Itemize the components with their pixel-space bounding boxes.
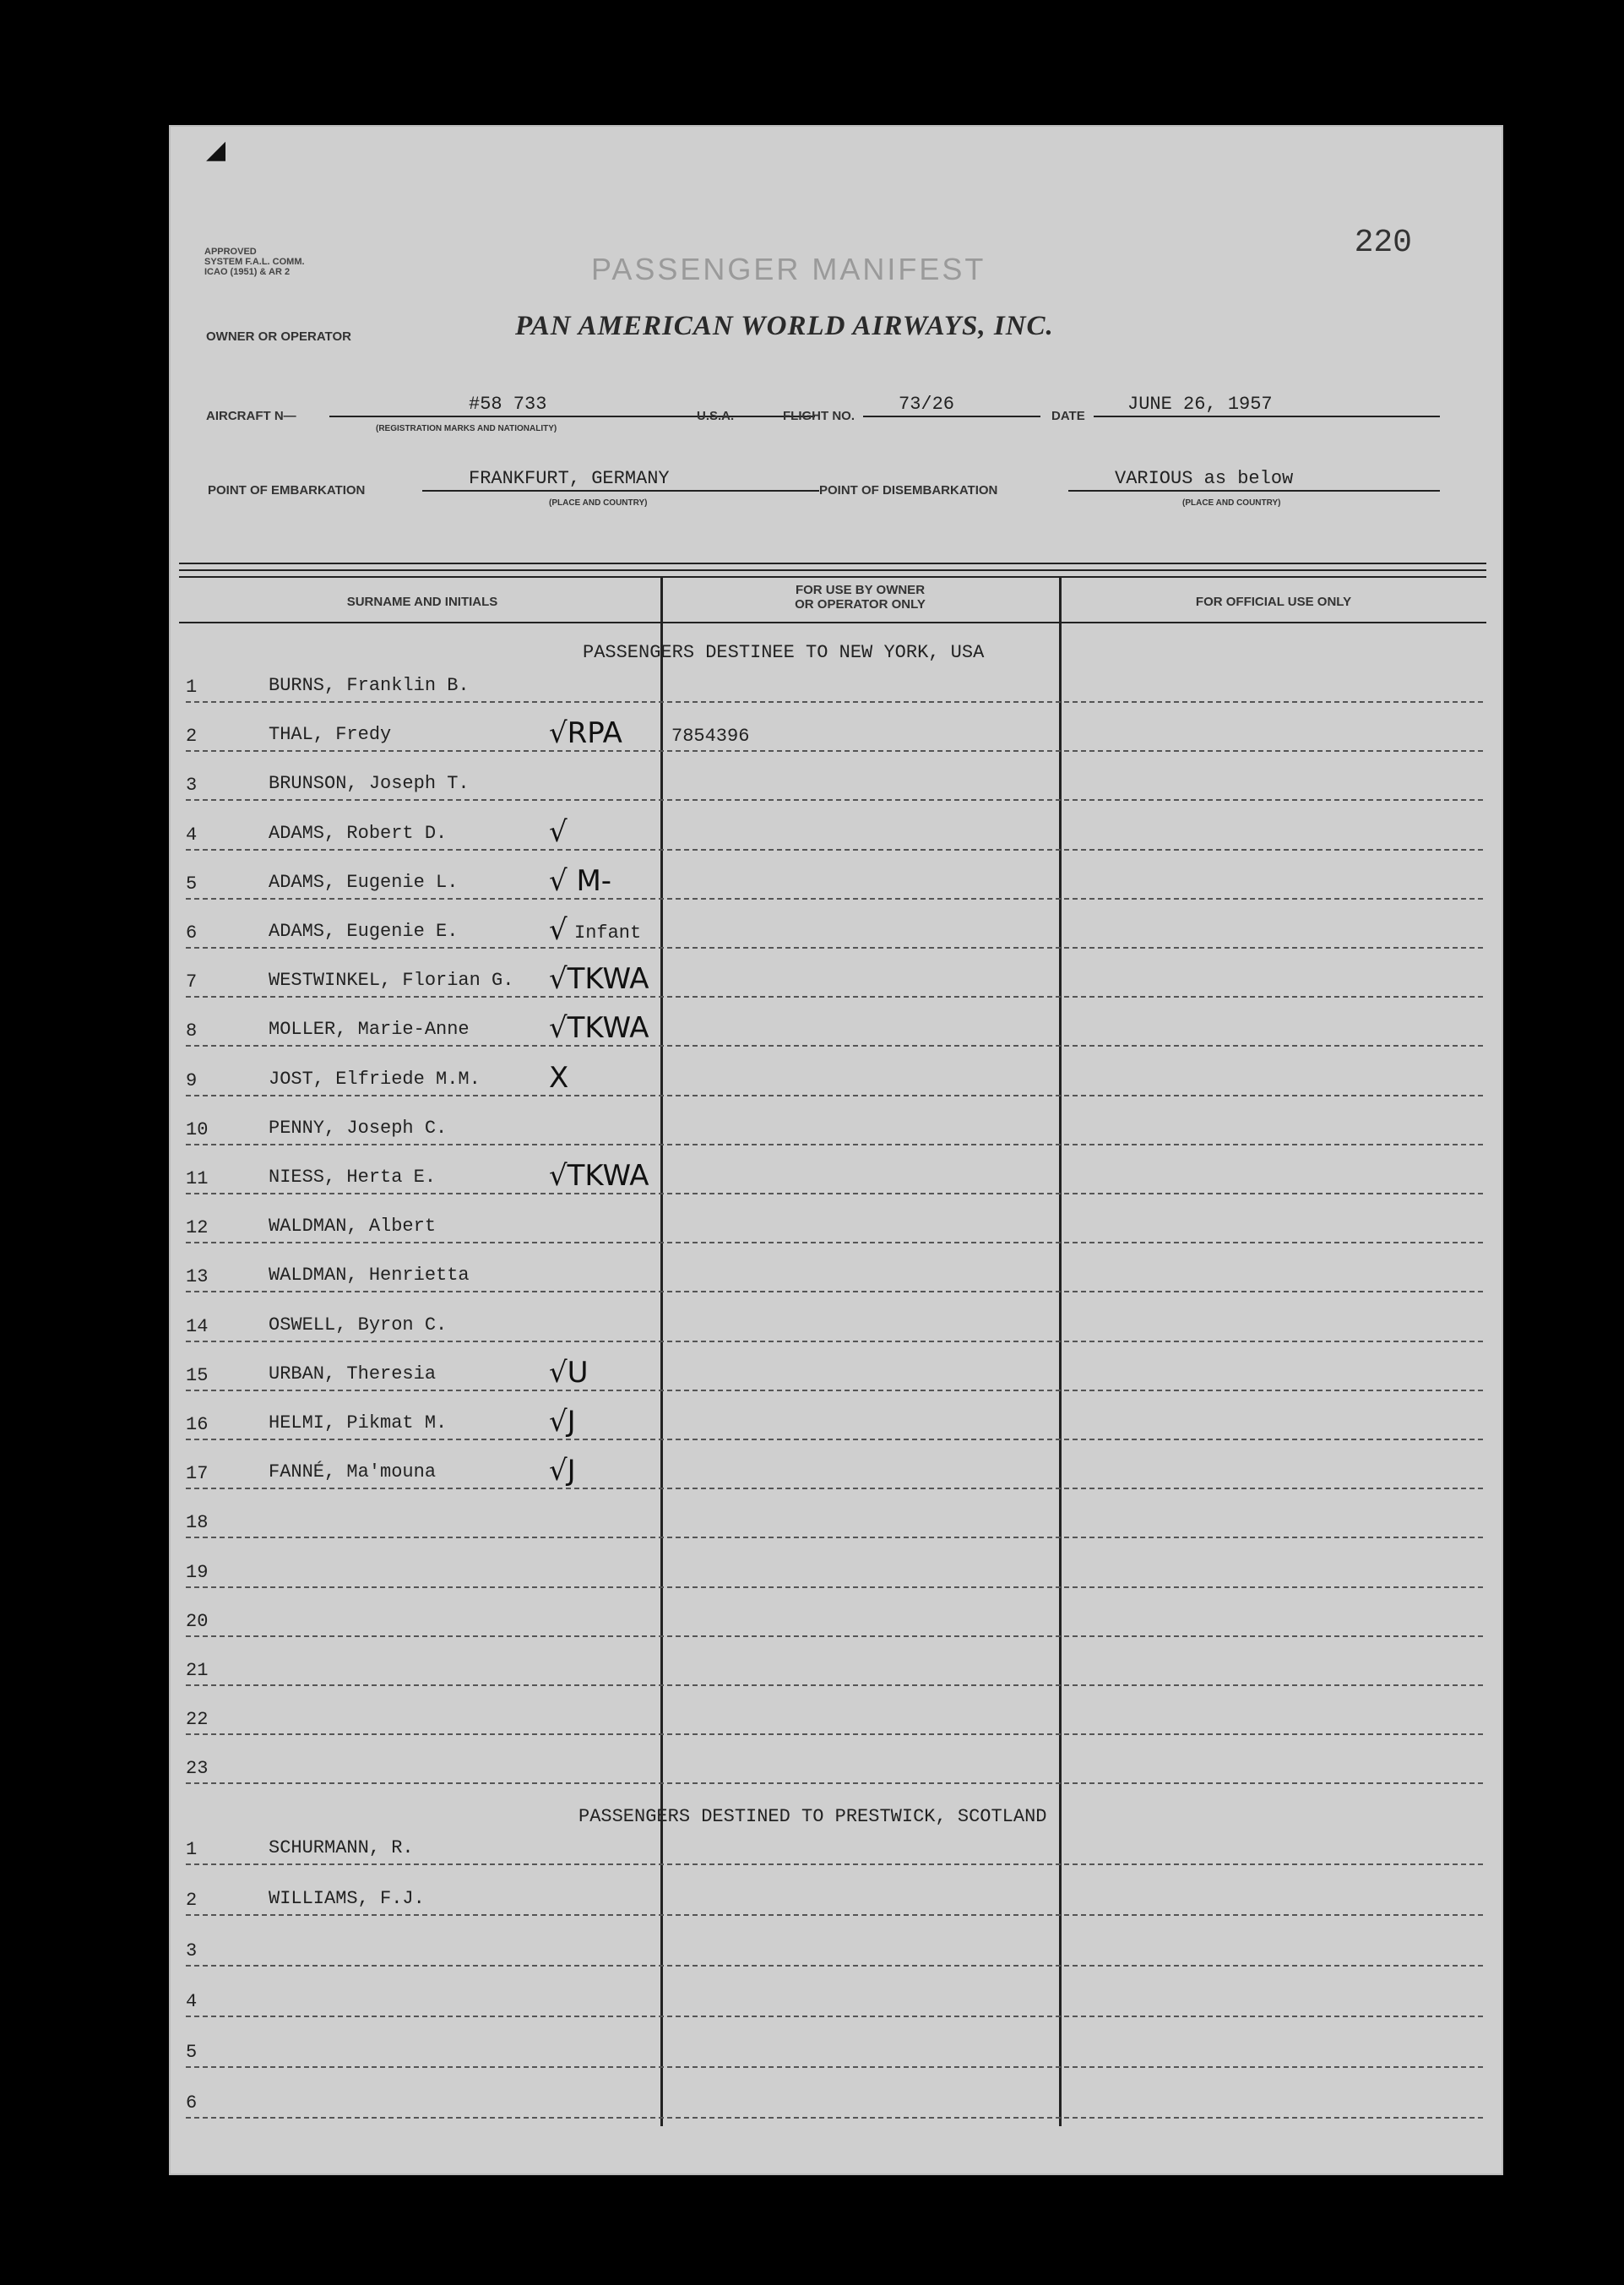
passenger-name: MOLLER, Marie-Anne: [269, 1019, 470, 1041]
table-row: [186, 1440, 1483, 1489]
table-top-rule-2: [179, 569, 1486, 571]
passenger-name: BURNS, Franklin B.: [269, 675, 470, 696]
row-number: 21: [186, 1660, 209, 1681]
owner-use-line-2: OR OPERATOR ONLY: [795, 597, 926, 612]
row-number: 3: [186, 1940, 198, 1961]
table-row: [186, 1194, 1483, 1243]
embarkation-value: FRANKFURT, GERMANY: [469, 468, 670, 489]
passenger-name: HELMI, Pikmat M.: [269, 1412, 448, 1434]
table-top-rule-3: [179, 576, 1486, 578]
row-number: 6: [186, 2092, 198, 2114]
table-row: [186, 1243, 1483, 1292]
table-row: [186, 654, 1483, 703]
handwritten-mark: √TKWA: [549, 962, 649, 997]
table-row: [186, 1539, 1483, 1588]
row-number: 23: [186, 1758, 209, 1780]
column-header-official: FOR OFFICIAL USE ONLY: [1195, 595, 1352, 609]
handwritten-mark: √TKWA: [549, 1011, 649, 1046]
handwritten-mark: √: [549, 814, 568, 849]
passenger-name: FANNÉ, Ma'mouna: [269, 1461, 437, 1483]
table-header-rule: [179, 622, 1486, 623]
table-row: [186, 1637, 1483, 1686]
flight-value: 73/26: [899, 394, 955, 415]
date-label: DATE: [1051, 409, 1085, 423]
row-number: 10: [186, 1118, 209, 1140]
flight-label: FLIGHT NO.: [783, 409, 855, 423]
table-row: [186, 802, 1483, 851]
handwritten-mark: √: [549, 913, 568, 947]
disembarkation-value: VARIOUS as below: [1115, 468, 1294, 489]
usa-label: U.S.A.: [697, 409, 735, 423]
table-row: [186, 1096, 1483, 1145]
row-number: 20: [186, 1610, 209, 1632]
passenger-name: ADAMS, Eugenie E.: [269, 921, 459, 942]
row-number: 8: [186, 1020, 198, 1042]
aircraft-label: AIRCRAFT N—: [206, 409, 296, 423]
owner-use-line-1: FOR USE BY OWNER: [795, 583, 926, 597]
passenger-name: BRUNSON, Joseph T.: [269, 773, 470, 795]
table-row: [186, 1293, 1483, 1342]
stamp-line-2: SYSTEM F.A.L. COMM.: [204, 257, 305, 267]
table-row: [186, 900, 1483, 949]
handwritten-note: 7854396: [671, 726, 750, 748]
passenger-name: WALDMAN, Henrietta: [269, 1265, 470, 1287]
manifest-sheet: [169, 125, 1503, 2175]
row-number: 4: [186, 1991, 198, 2012]
row-number: 3: [186, 775, 198, 797]
table-row: [186, 703, 1483, 752]
row-number: 4: [186, 824, 198, 846]
handwritten-mark: √U: [549, 1355, 589, 1390]
row-dotted-line: [186, 1914, 1483, 1916]
table-row: [186, 1145, 1483, 1194]
table-row: [186, 2019, 1483, 2068]
passenger-name: OSWELL, Byron C.: [269, 1314, 448, 1336]
row-number: 16: [186, 1414, 209, 1435]
row-number: 9: [186, 1069, 198, 1091]
passenger-name: WESTWINKEL, Florian G.: [269, 970, 514, 992]
row-dotted-line: [186, 1782, 1483, 1784]
passenger-name: THAL, Fredy: [269, 724, 392, 746]
row-number: 2: [186, 1890, 198, 1911]
passenger-name: NIESS, Herta E.: [269, 1167, 437, 1188]
table-row: [186, 1968, 1483, 2017]
table-row: [186, 1686, 1483, 1735]
table-top-rule-1: [179, 563, 1486, 564]
disembarkation-label: POINT OF DISEMBARKATION: [819, 483, 998, 498]
column-header-owner-use: [663, 583, 1057, 612]
row-number: 15: [186, 1364, 209, 1386]
stamp-line-1: APPROVED: [204, 247, 257, 257]
disembarkation-underline: [1068, 490, 1440, 492]
embarkation-sublabel: (PLACE AND COUNTRY): [549, 498, 648, 508]
aircraft-value: #58 733: [469, 394, 547, 415]
row-number: 1: [186, 677, 198, 698]
row-number: 1: [186, 1839, 198, 1860]
table-row: [186, 998, 1483, 1047]
row-number: 11: [186, 1168, 209, 1189]
row-number: 7: [186, 971, 198, 993]
row-dotted-line: [186, 2016, 1483, 2017]
approval-stamp: [204, 247, 305, 277]
column-header-surname: SURNAME AND INITIALS: [346, 595, 498, 609]
handwritten-note: Infant: [574, 922, 642, 944]
handwritten-mark: X: [549, 1060, 569, 1095]
row-number: 18: [186, 1512, 209, 1534]
passenger-name: ADAMS, Eugenie L.: [269, 871, 459, 893]
passenger-name: JOST, Elfriede M.M.: [269, 1068, 481, 1090]
row-number: 5: [186, 873, 198, 895]
row-number: 6: [186, 922, 198, 944]
date-underline: [1094, 416, 1440, 417]
row-dotted-line: [186, 2066, 1483, 2068]
section-title-new-york: PASSENGERS DESTINEE TO NEW YORK, USA: [583, 642, 985, 663]
passenger-name: WALDMAN, Albert: [269, 1216, 437, 1238]
table-row: [186, 1391, 1483, 1440]
handwritten-mark: √ M-: [549, 863, 612, 898]
row-dotted-line: [186, 1863, 1483, 1865]
passenger-name: PENNY, Joseph C.: [269, 1117, 448, 1139]
table-row: [186, 1342, 1483, 1391]
form-title: PASSENGER MANIFEST: [591, 252, 986, 286]
row-number: 2: [186, 726, 198, 748]
row-number: 13: [186, 1266, 209, 1288]
row-number: 22: [186, 1709, 209, 1731]
aircraft-underline: [329, 416, 815, 417]
table-row: [186, 752, 1483, 801]
passenger-name: URBAN, Theresia: [269, 1363, 437, 1385]
page-number: 220: [1354, 225, 1412, 261]
passenger-name: WILLIAMS, F.J.: [269, 1888, 425, 1909]
section-title-prestwick: PASSENGERS DESTINED TO PRESTWICK, SCOTLAND: [578, 1806, 1047, 1827]
table-row: [186, 1816, 1483, 1865]
passenger-name: ADAMS, Robert D.: [269, 822, 448, 844]
row-number: 17: [186, 1463, 209, 1485]
table-row: [186, 1867, 1483, 1916]
table-row: [186, 949, 1483, 998]
aircraft-sublabel: (REGISTRATION MARKS AND NATIONALITY): [376, 424, 557, 433]
corner-mark-icon: ◢: [206, 135, 226, 165]
row-dotted-line: [186, 1965, 1483, 1967]
embarkation-underline: [422, 490, 819, 492]
table-row: [186, 1489, 1483, 1538]
row-number: 5: [186, 2042, 198, 2063]
row-dotted-line: [186, 2117, 1483, 2119]
row-number: 14: [186, 1315, 209, 1337]
row-number: 12: [186, 1217, 209, 1239]
handwritten-mark: √J: [549, 1405, 576, 1439]
table-row: [186, 1047, 1483, 1096]
disembarkation-sublabel: (PLACE AND COUNTRY): [1182, 498, 1281, 508]
table-row: [186, 1918, 1483, 1967]
airline-name: PAN AMERICAN WORLD AIRWAYS, INC.: [515, 311, 1054, 341]
stamp-line-3: ICAO (1951) & AR 2: [204, 267, 291, 277]
table-row: [186, 1588, 1483, 1637]
table-row: [186, 1735, 1483, 1784]
row-number: 19: [186, 1561, 209, 1583]
owner-label: OWNER OR OPERATOR: [206, 329, 351, 344]
handwritten-mark: √RPA: [549, 716, 622, 751]
flight-underline: [863, 416, 1040, 417]
handwritten-mark: √J: [549, 1454, 576, 1488]
handwritten-mark: √TKWA: [549, 1159, 649, 1193]
embarkation-label: POINT OF EMBARKATION: [208, 483, 366, 498]
date-value: JUNE 26, 1957: [1127, 394, 1273, 415]
table-row: [186, 2070, 1483, 2119]
table-row: [186, 851, 1483, 900]
passenger-name: SCHURMANN, R.: [269, 1837, 414, 1858]
